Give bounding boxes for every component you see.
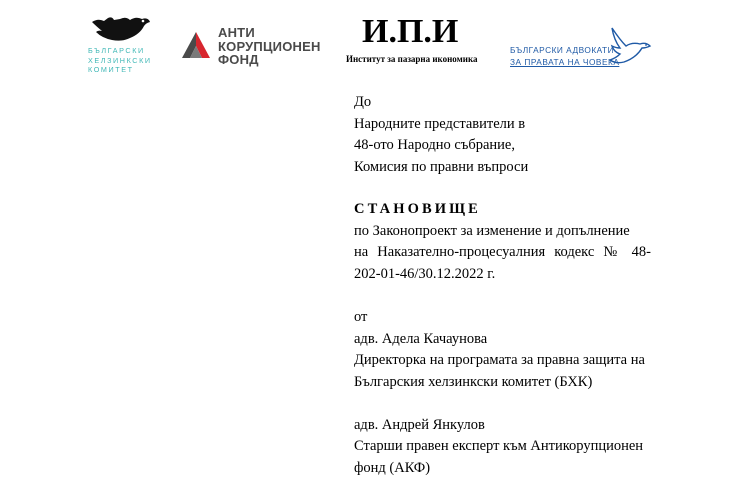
doc-subtitle-1: по Законопроект за изменение и допълнение [354, 221, 630, 243]
addressee-to: До [354, 92, 371, 114]
author-1-name: адв. Адела Качаунова [354, 329, 487, 351]
from-label: от [354, 307, 367, 329]
bapc-logo [508, 24, 658, 74]
bapc-line-2: ЗА ПРАВАТА НА ЧОВЕКА [510, 56, 619, 68]
doc-subtitle-2: на Наказателно-процесуалния кодекс № 48- [354, 242, 651, 264]
author-2-name: адв. Андрей Янкулов [354, 415, 485, 437]
ipi-title: И.П.И [362, 12, 458, 52]
addressee-line-1: Народните представители в [354, 114, 525, 136]
bhk-logo [88, 14, 154, 80]
addressee-line-2: 48-ото Народно събрание, [354, 135, 515, 157]
author-1-role-2: Българския хелзинкски комитет (БХК) [354, 372, 592, 394]
bhk-line-2: ХЕЛЗИНКСКИ [88, 56, 158, 66]
acf-line-1: АНТИ [218, 26, 321, 40]
bapc-line-1: БЪЛГАРСКИ АДВОКАТИ [510, 44, 619, 56]
doc-subtitle-3: 202-01-46/30.12.2022 г. [354, 264, 495, 286]
acf-triangle-icon [180, 30, 212, 60]
author-2-role-2: фонд (АКФ) [354, 458, 430, 479]
bird-hand-icon [90, 14, 152, 46]
doc-title: СТАНОВИЩЕ [354, 199, 481, 221]
author-2-role-1: Старши правен експерт към Антикорупционен [354, 436, 643, 458]
author-1-role-1: Директорка на програмата за правна защита на [354, 350, 645, 372]
addressee-line-3: Комисия по правни въпроси [354, 157, 528, 179]
acf-line-3: ФОНД [218, 53, 321, 67]
ipi-subtitle: Институт за пазарна икономика [346, 54, 478, 64]
bhk-line-3: КОМИТЕТ [88, 65, 158, 75]
acf-line-2: КОРУПЦИОНЕН [218, 40, 321, 54]
ipi-logo [346, 18, 486, 68]
acf-logo [180, 26, 330, 66]
bhk-line-1: БЪЛГАРСКИ [88, 46, 158, 56]
